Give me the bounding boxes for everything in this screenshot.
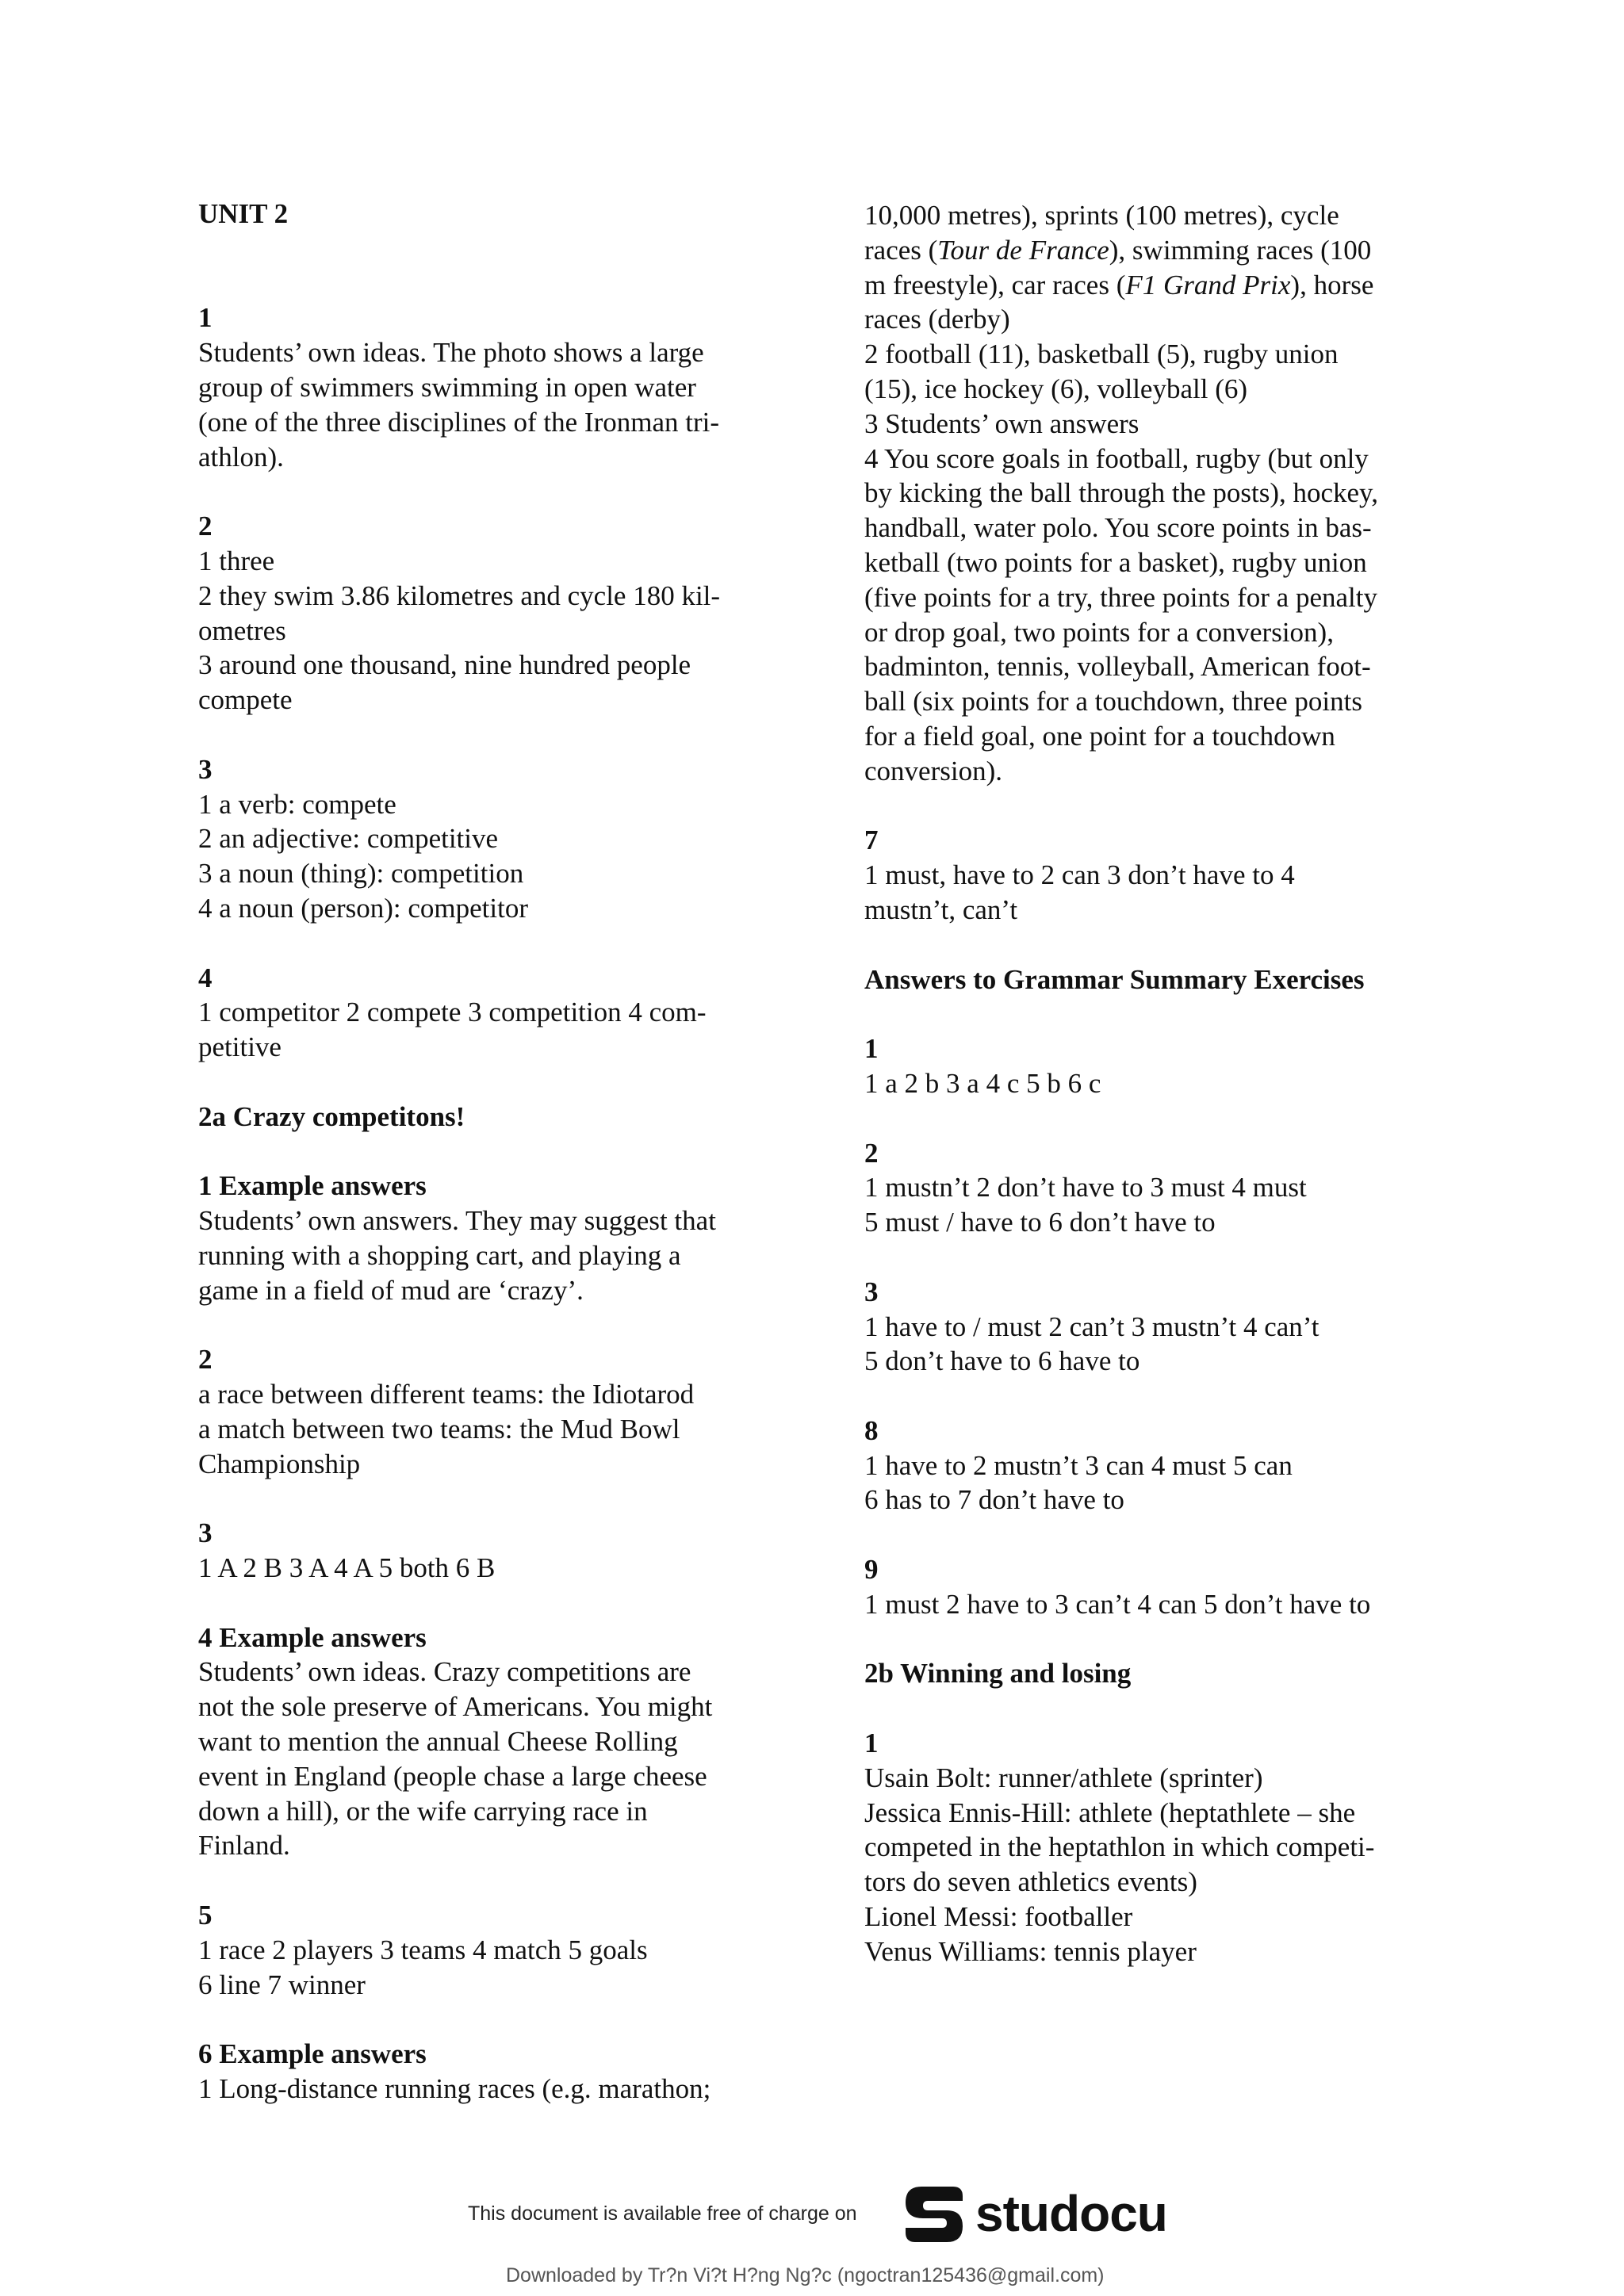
italic-title: F1 Grand Prix — [1125, 269, 1291, 300]
text-line: 5 don’t have to 6 have to — [864, 1345, 1140, 1377]
text-segment: races ( — [864, 234, 938, 266]
text-line: 3 around one thousand, nine hundred people — [198, 649, 691, 681]
text-line: petitive — [198, 1031, 282, 1063]
text-line: 1 must 2 have to 3 can’t 4 can 5 don’t have to — [864, 1588, 1371, 1620]
text-line: 1 must, have to 2 can 3 don’t have to 4 — [864, 859, 1295, 891]
text-line: conversion). — [864, 755, 1002, 786]
section-number: 1 — [864, 1033, 879, 1065]
text-line: want to mention the annual Cheese Rolling — [198, 1726, 678, 1758]
section-number: 5 — [198, 1900, 213, 1931]
example-heading: 4 Example answers — [198, 1621, 427, 1653]
text-line: (one of the three disciplines of the Ironman tri- — [198, 406, 720, 438]
text-line: compete — [198, 684, 293, 716]
text-line: Championship — [198, 1448, 361, 1479]
section-number: 2 — [198, 1344, 213, 1376]
availability-notice: This document is available free of charge on — [468, 2202, 857, 2225]
text-line: 1 have to / must 2 can’t 3 mustn’t 4 can’t — [864, 1311, 1320, 1342]
text-line — [864, 268, 1451, 303]
text-line: mustn’t, can’t — [864, 894, 1018, 925]
text-line: tors do seven athletics events) — [864, 1866, 1197, 1898]
text-line: Venus Williams: tennis player — [864, 1935, 1197, 1967]
text-line: (five points for a try, three points for a penalty — [864, 581, 1377, 613]
left-column — [198, 197, 785, 2107]
text-segment: m freestyle), car races ( — [864, 269, 1126, 300]
section-heading-2a: 2a Crazy competitons! — [198, 1100, 465, 1132]
studocu-logo-icon — [901, 2182, 967, 2245]
text-segment: ), horse — [1290, 269, 1374, 300]
text-line: 4 a noun (person): competitor — [198, 892, 529, 924]
studocu-logo[interactable] — [901, 2182, 1167, 2245]
text-line: by kicking the ball through the posts), hockey, — [864, 477, 1379, 509]
example-heading: 1 Example answers — [198, 1170, 427, 1202]
text-line — [864, 233, 1451, 268]
text-segment: ), swimming races (100 — [1109, 234, 1372, 266]
text-line: 1 A 2 B 3 A 4 A 5 both 6 B — [198, 1552, 496, 1584]
text-line: for a field goal, one point for a touchdown — [864, 720, 1335, 752]
text-line: 5 must / have to 6 don’t have to — [864, 1207, 1216, 1238]
studocu-wordmark: studocu — [975, 2185, 1167, 2242]
text-line: or drop goal, two points for a conversion), — [864, 616, 1334, 648]
download-notice: Downloaded by Tr?n Vi?t H?ng Ng?c (ngoctran125436@gmail.com) — [506, 2264, 1105, 2286]
text-line: 2 they swim 3.86 kilometres and cycle 180 kil- — [198, 580, 721, 611]
text-line: 1 competitor 2 compete 3 competition 4 com- — [198, 997, 707, 1028]
text-line: 1 a 2 b 3 a 4 c 5 b 6 c — [864, 1067, 1101, 1099]
text-line: down a hill), or the wife carrying race in — [198, 1795, 648, 1827]
text-line: 1 mustn’t 2 don’t have to 3 must 4 must — [864, 1172, 1307, 1203]
section-number: 8 — [864, 1414, 879, 1446]
text-line: Students’ own answers. They may suggest that — [198, 1205, 716, 1237]
text-line: 4 You score goals in football, rugby (but only — [864, 442, 1369, 474]
text-line: group of swimmers swimming in open water — [198, 371, 696, 403]
section-number: 1 — [198, 302, 213, 334]
text-line: event in England (people chase a large cheese — [198, 1760, 707, 1792]
text-line: 1 Long-distance running races (e.g. marathon; — [198, 2073, 711, 2105]
text-line: a race between different teams: the Idiotarod — [198, 1379, 695, 1410]
section-number: 9 — [864, 1554, 879, 1586]
text-line: ometres — [198, 614, 286, 646]
section-number: 7 — [864, 825, 879, 856]
text-line: 1 a verb: compete — [198, 788, 396, 820]
section-number: 1 — [864, 1728, 879, 1759]
text-line: Lionel Messi: footballer — [864, 1901, 1133, 1933]
text-line: handball, water polo. You score points in bas- — [864, 512, 1372, 544]
grammar-summary-heading: Answers to Grammar Summary Exercises — [864, 963, 1365, 995]
italic-title: Tour de France — [937, 234, 1109, 266]
text-line: Jessica Ennis-Hill: athlete (heptathlete – she — [864, 1797, 1356, 1828]
text-line: races (derby) — [864, 304, 1010, 335]
unit-title: UNIT 2 — [198, 198, 289, 229]
text-line: Students’ own ideas. Crazy competitions are — [198, 1656, 691, 1688]
right-column — [864, 198, 1451, 1969]
section-number: 4 — [198, 962, 213, 993]
text-line: 6 line 7 winner — [198, 1969, 366, 2000]
text-line: athlon). — [198, 441, 284, 473]
section-number: 3 — [198, 753, 213, 785]
text-line: 2 an adjective: competitive — [198, 823, 499, 855]
example-heading: 6 Example answers — [198, 2038, 427, 2070]
text-line: 2 football (11), basketball (5), rugby union — [864, 339, 1339, 370]
text-line: ketball (two points for a basket), rugby union — [864, 546, 1367, 578]
section-number: 3 — [864, 1276, 879, 1307]
text-line: running with a shopping cart, and playing a — [198, 1239, 681, 1271]
text-line: 6 has to 7 don’t have to — [864, 1484, 1124, 1516]
text-line: Students’ own ideas. The photo shows a large — [198, 337, 704, 369]
text-line: ball (six points for a touchdown, three points — [864, 686, 1362, 718]
text-line: 10,000 metres), sprints (100 metres), cycle — [864, 200, 1339, 231]
text-line: (15), ice hockey (6), volleyball (6) — [864, 373, 1248, 404]
section-number: 2 — [864, 1137, 879, 1169]
text-line: 1 three — [198, 545, 275, 576]
text-line: 3 a noun (thing): competition — [198, 858, 524, 890]
text-line: badminton, tennis, volleyball, American foot- — [864, 651, 1371, 683]
text-line: Finland. — [198, 1830, 290, 1862]
text-line: not the sole preserve of Americans. You might — [198, 1691, 713, 1723]
text-line: Usain Bolt: runner/athlete (sprinter) — [864, 1762, 1263, 1793]
section-number: 2 — [198, 511, 213, 542]
text-line: 1 race 2 players 3 teams 4 match 5 goals — [198, 1934, 648, 1965]
text-line: game in a field of mud are ‘crazy’. — [198, 1274, 584, 1306]
text-line: competed in the heptathlon in which competi- — [864, 1831, 1375, 1863]
text-line: 1 have to 2 mustn’t 3 can 4 must 5 can — [864, 1449, 1293, 1481]
section-heading-2b: 2b Winning and losing — [864, 1658, 1132, 1689]
section-number: 3 — [198, 1517, 213, 1549]
text-line: a match between two teams: the Mud Bowl — [198, 1413, 680, 1445]
text-line: 3 Students’ own answers — [864, 408, 1139, 439]
